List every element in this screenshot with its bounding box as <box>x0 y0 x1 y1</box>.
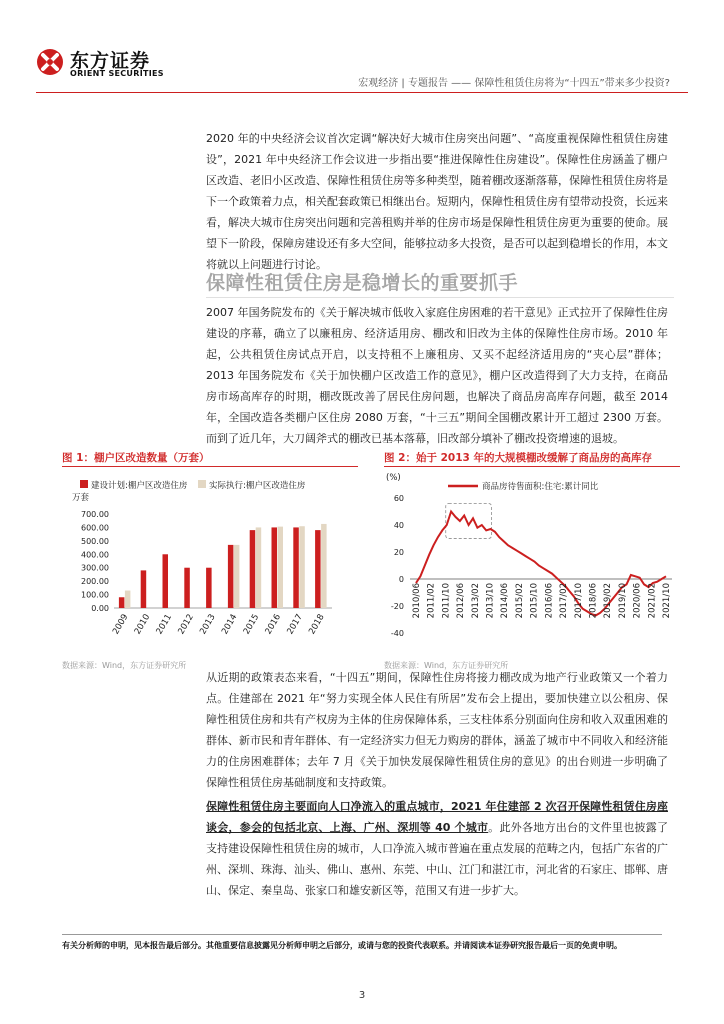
y-tick-label: 40 <box>393 521 404 530</box>
y-tick-label: 600.00 <box>81 523 109 533</box>
figure2-title: 图 2：始于 2013 年的大规模棚改缓解了商品房的高库存 <box>384 452 652 464</box>
x-tick-label: 2013/10 <box>485 583 496 619</box>
bar-2016-2 <box>278 527 284 608</box>
x-tick-label: 2021/02 <box>647 583 658 619</box>
x-tick-label: 2013/02 <box>470 583 481 619</box>
bar-2015-2 <box>256 527 262 608</box>
x-tick-label: 2011/02 <box>426 583 437 619</box>
bar-2012-1 <box>184 568 190 608</box>
y-tick-label: 100.00 <box>81 590 109 600</box>
y-tick-label: 20 <box>393 548 404 557</box>
footer-divider <box>62 934 662 935</box>
highlight-box <box>446 503 492 538</box>
breadcrumb: 宏观经济 | 专题报告 —— 保障性租赁住房将为“十四五”带来多少投资? <box>358 78 670 89</box>
x-tick-label: 2014 <box>220 612 240 637</box>
section-paragraph: 2007 年国务院发布的《关于解决城市低收入家庭住房困难的若干意见》正式拉开了保障性住房建设的序幕，确立了以廉租房、经济适用房、棚改和旧改为主体的保障性住房市场。2010 年起，公共租赁住房试点开启，以支持租不上廉租房、又买不起经济适用房的“夹心层”群体；2013 年国务院发布《关于加快棚户区改造工作的意见》，棚户区改造得到了大力支持，在商品房市场高库存的时期，棚改既改善了居民住房问题，也解决了商品房高库存问题，截至 2014 年，全国改造各类棚户区住房 2080 万套，“十三五”期间全国棚改累计开工超过 2300 万套。而到了近几年，大刀阔斧式的棚改已基本落幕，旧改部分填补了棚改投资增速的退坡。 <box>206 306 668 445</box>
bar-2018-2 <box>321 524 327 608</box>
city-paragraph <box>206 796 668 901</box>
y-axis-unit: (%) <box>386 473 401 483</box>
y-tick-label: 0.00 <box>91 604 109 613</box>
figure1-title: 图 1：棚户区改造数量（万套） <box>62 452 210 464</box>
section-divider <box>206 297 674 298</box>
x-tick-label: 2019/10 <box>617 583 628 619</box>
x-tick-label: 2018 <box>307 612 327 637</box>
y-tick-label: 60 <box>393 494 404 503</box>
footer-disclaimer: 有关分析师的申明，见本报告最后部分。其他重要信息披露见分析师申明之后部分，或请与您的投资代表联系。并请阅读本证券研究报告最后一页的免责申明。 <box>62 941 622 950</box>
bar-2016-1 <box>272 527 278 608</box>
legend-swatch-1 <box>80 480 88 488</box>
y-axis-unit: 万套 <box>72 493 90 503</box>
figure2-source: 数据来源：Wind，东方证券研究所 <box>384 661 509 670</box>
bar-2017-1 <box>293 527 299 608</box>
x-tick-label: 2015 <box>241 612 262 637</box>
x-tick-label: 2012/06 <box>456 583 467 619</box>
x-tick-label: 2010 <box>132 612 153 637</box>
figure2-divider <box>384 466 680 467</box>
y-tick-label: 300.00 <box>81 563 109 573</box>
series-line <box>416 512 666 619</box>
bar-2014-1 <box>228 545 234 608</box>
company-name-en: ORIENT SECURITIES <box>70 69 164 78</box>
page-number: 3 <box>358 990 366 1001</box>
bar-2015-1 <box>250 530 256 608</box>
x-tick-label: 2011/10 <box>441 583 452 619</box>
y-tick-label: 500.00 <box>81 536 109 546</box>
y-tick-label: 700.00 <box>81 510 109 519</box>
bar-2010-1 <box>141 570 147 608</box>
y-tick-label: 200.00 <box>81 577 109 587</box>
figure1-divider <box>62 466 358 467</box>
y-tick-label: 0 <box>398 575 404 584</box>
bar-2009-1 <box>119 597 125 608</box>
bar-2014-2 <box>234 545 240 608</box>
policy-paragraph: 从近期的政策表态来看，“十四五”期间，保障性住房将接力棚改成为地产行业政策又一个着力点。住建部在 2021 年“努力实现全体人民住有所居”发布会上提出，要加快建立以公租房、保障性租赁住房和共有产权房为主体的住房保障体系，三支柱体系分别面向住房和收入双重困难的群体、新市民和青年群体、有一定经济实力但无力购房的群体，涵盖了城市中不同收入和经济能力的住房困难群体；去年 7 月《关于加快发展保障性租赁住房的意见》的出台则进一步明确了保障性租赁住房基础制度和支持政策。 <box>206 671 668 789</box>
y-tick-label: -40 <box>390 629 404 638</box>
intro-paragraph: 2020 年的中央经济会议首次定调“解决好大城市住房突出问题”、“高度重视保障性租赁住房建设”，2021 年中央经济工作会议进一步指出要“推进保障性住房建设”。保障性住房涵盖了棚户区改造、老旧小区改造、保障性租赁住房等多种类型，随着棚改逐渐落幕，保障性租赁住房将是下一个政策着力点，相关配套政策已相继出台。短期内，保障性租赁住房有望带动投资，长远来看，解决大城市住房突出问题和完善租购并举的住房市场是保障性租赁住房更为重要的使命。展望下一阶段，保障房建设还有多大空间，能够拉动多大投资，是否可以起到稳增长的作用，本文将就以上问题进行讨论。 <box>206 132 668 271</box>
city-paragraph-rest: 。此外各地方出台的文件里也披露了支持建设保障性租赁住房的城市，人口净流入城市普遍在重点发展的范畴之内，包括广东省的广州、深圳、珠海、汕头、佛山、惠州、东莞、中山、江门和湛江市，河北省的石家庄、邯郸、唐山、保定、秦皇岛、张家口和雄安新区等，范围又有进一步扩大。 <box>206 821 669 897</box>
bar-2018-1 <box>315 530 321 608</box>
x-tick-label: 2009 <box>111 612 131 637</box>
x-tick-label: 2020/06 <box>632 583 643 619</box>
bar-2017-2 <box>299 526 305 608</box>
x-tick-label: 2010/06 <box>412 583 422 619</box>
x-tick-label: 2019/02 <box>603 583 614 619</box>
legend-label-2: 实际执行:棚户区改造住房 <box>209 481 306 491</box>
company-name-cn: 东方证券 <box>70 50 151 72</box>
x-tick-label: 2015/02 <box>514 583 525 619</box>
x-tick-label: 2018/06 <box>588 583 599 619</box>
y-tick-label: -20 <box>390 602 404 611</box>
city-paragraph-emphasis: 保障性租赁住房主要面向人口净流入的重点城市，2021 年住建部 2 次召开保障性租赁住房座谈会，参会的包括北京、上海、广州、深圳等 40 个城市 <box>206 800 668 834</box>
header-divider <box>36 92 688 93</box>
bar-2011-1 <box>163 554 169 608</box>
x-tick-label: 2016/06 <box>544 583 555 619</box>
section-title: 保障性租赁住房是稳增长的重要抓手 <box>206 272 519 294</box>
bar-2009-2 <box>125 591 130 608</box>
legend-swatch-2 <box>198 480 206 488</box>
x-tick-label: 2012 <box>176 612 196 637</box>
bar-2013-1 <box>206 568 212 608</box>
x-tick-label: 2021/10 <box>662 583 672 619</box>
logo <box>36 48 64 76</box>
legend-label-1: 建设计划:棚户区改造住房 <box>91 481 188 491</box>
x-tick-label: 2017/10 <box>573 583 584 619</box>
x-tick-label: 2017/02 <box>559 583 570 619</box>
x-tick-label: 2016 <box>263 612 284 637</box>
x-tick-label: 2013 <box>198 612 218 637</box>
legend-label: 商品房待售面积:住宅:累计同比 <box>482 482 599 492</box>
figure1-bar-chart <box>62 470 358 650</box>
x-tick-label: 2017 <box>285 612 305 637</box>
x-tick-label: 2015/10 <box>529 583 540 619</box>
logo-mark-icon <box>36 48 64 76</box>
figure2-line-chart <box>384 470 680 650</box>
x-tick-label: 2014/06 <box>500 583 511 619</box>
figure1-source: 数据来源：Wind，东方证券研究所 <box>62 661 187 670</box>
y-tick-label: 400.00 <box>81 550 109 560</box>
x-tick-label: 2011 <box>154 612 175 637</box>
